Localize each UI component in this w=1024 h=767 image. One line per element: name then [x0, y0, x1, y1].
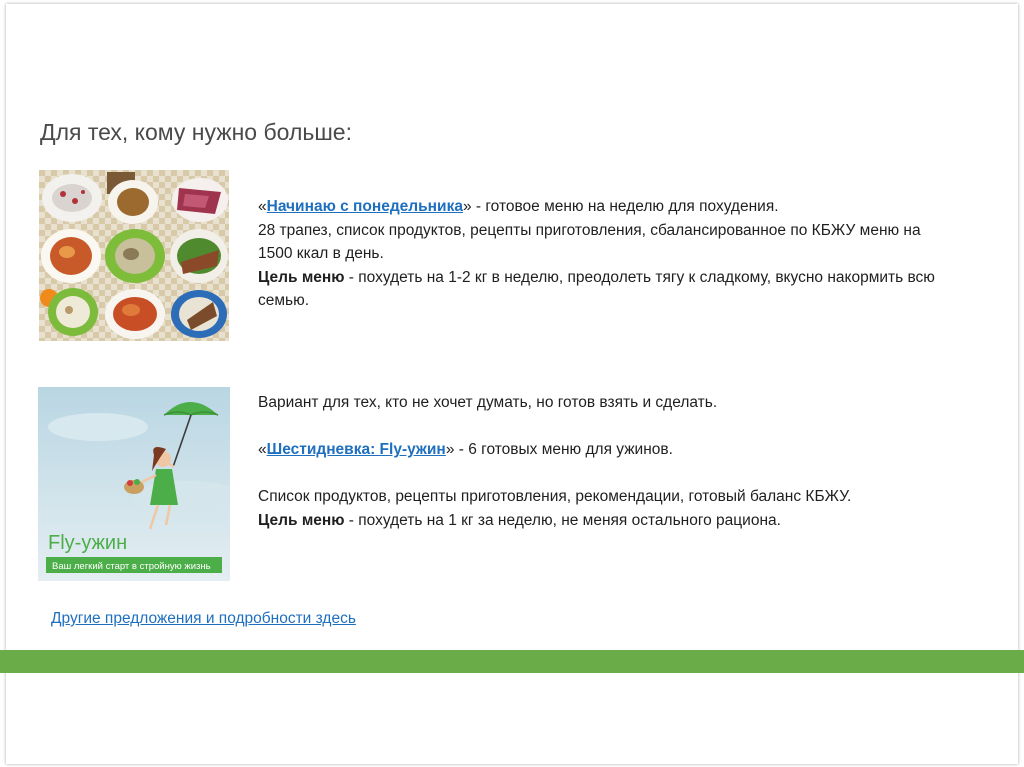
offer1-goal-text: - похудеть на 1-2 кг в неделю, преодолеть тягу к сладкому, вкусно накормить всю семью.: [258, 268, 935, 309]
section-heading: Для тех, кому нужно больше:: [40, 119, 352, 145]
offer1-desc: - готовое меню на неделю для похудения.: [471, 198, 779, 215]
offer1-goal: [258, 266, 938, 313]
offer1-details: 28 трапез, список продуктов, рецепты приготовления, сбалансированное по КБЖУ меню на 1500 ккал в день.: [258, 221, 921, 262]
offer1-title-line: [258, 195, 938, 219]
quote-open: «: [258, 441, 267, 458]
offer1-goal-label: Цель меню: [258, 268, 345, 286]
food-collage-image: [39, 170, 229, 341]
offer2-goal: [258, 509, 938, 533]
offer2-intro: Вариант для тех, кто не хочет думать, но готов взять и сделать.: [258, 394, 718, 411]
offer2-goal-text: - похудеть на 1 кг за неделю, не меняя остального рациона.: [344, 511, 781, 529]
offer2-details: Список продуктов, рецепты приготовления, рекомендации, готовый баланс КБЖУ.: [258, 488, 852, 505]
fly-image-title: Fly-ужин: [48, 532, 128, 554]
offer2-title-line: [258, 438, 938, 462]
footer-green-bar: [0, 650, 1024, 673]
offer2-goal-label: Цель меню: [258, 511, 345, 529]
fly-image-tagline: Ваш легкий старт в стройную жизнь: [52, 561, 211, 572]
offer2-link[interactable]: Шестидневка: Fly-ужин: [266, 441, 446, 458]
quote-close: »: [445, 441, 455, 458]
offer1-description: [258, 195, 938, 313]
fly-dinner-image: [38, 387, 230, 581]
quote-open: «: [258, 198, 267, 215]
offer2-description: [258, 391, 938, 532]
quote-close: »: [462, 198, 472, 215]
offer2-desc: - 6 готовых меню для ужинов.: [454, 441, 673, 458]
more-offers-link[interactable]: Другие предложения и подробности здесь: [51, 610, 356, 627]
offer1-link[interactable]: Начинаю с понедельника: [266, 198, 463, 215]
